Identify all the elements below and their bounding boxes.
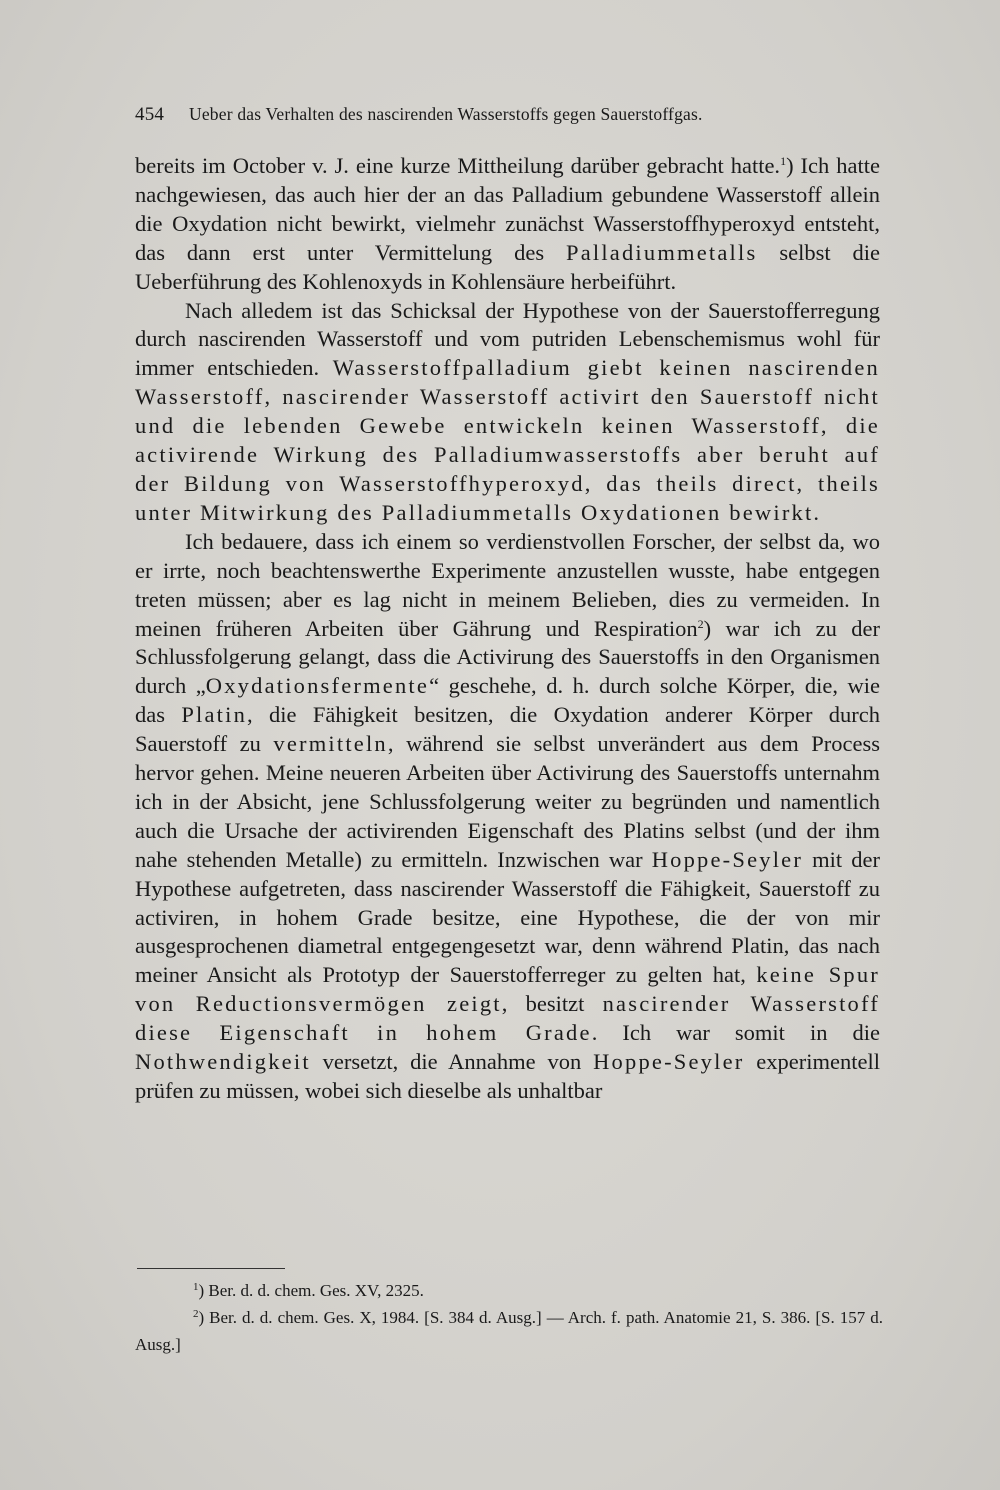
emphasis-text: Wasserstoffpalladium giebt keinen nascirenden Wasserstoff, nascirender Wasserstoff activirt den Sauerstoff nicht und die lebenden Gewebe entwickeln keinen Wasserstoff, die activirende Wirkung des Palladiumwasserstoffs aber beruht auf der Bildung von Wasserstoffhyperoxyd, das theils direct, theils unter Mitwirkung des Palladiummetalls Oxydationen bewirkt. bbox=[135, 355, 880, 525]
footnote-text: ) Ber. d. d. chem. Ges. X, 1984. [S. 384 d. Ausg.] — Arch. f. path. Anatomie 21, S. 386. [S. 157 d. Ausg.] bbox=[135, 1308, 883, 1354]
text-run: Ich bedauere, dass ich einem so verdienstvollen Forscher, der selbst da, wo er irrte, noch beachtenswerthe Experimente anzustellen wusste, habe entgegen treten müssen; aber es lag nicht in meinem Belieben, dies zu vermeiden. In meinen früheren Arbeiten über Gährung und Respiration bbox=[135, 528, 880, 641]
paragraph-1 bbox=[135, 152, 880, 297]
text-run: , die Fähigkeit besitzen, die Oxydation anderer Körper durch Sauerstoff zu bbox=[135, 702, 880, 757]
emphasis-text: nascirender Wasserstoff diese Eigenschaft in hohem Grade bbox=[135, 991, 880, 1046]
footnote-ref-2: 2 bbox=[697, 616, 704, 631]
footnote-text: ) Ber. d. d. chem. Ges. XV, 2325. bbox=[198, 1281, 424, 1300]
emphasis-text: Oxydationsfermente bbox=[205, 673, 430, 699]
body-text bbox=[135, 152, 880, 1106]
text-run: mit der Hypothese aufgetreten, dass nascirender Wasserstoff die Fähigkeit, Sauerstoff zu activiren, in hohem Grade besitze, eine Hypothese, die der von mir ausgesprochenen diametral entgegengesetzt war, denn während Platin, das nach meiner Ansicht als Prototyp der Sauerstofferreger zu gelten hat, bbox=[135, 846, 880, 988]
text-run: , besitzt bbox=[501, 991, 603, 1017]
text-run: ) war ich zu der Schlussfolgerung gelangt, dass die Activirung des Sauerstoffs in den Organismen durch „ bbox=[135, 615, 880, 699]
emphasis-text: Hoppe-Seyler bbox=[593, 1049, 745, 1075]
text-run: selbst die Ueberführung des Kohlenoxyds in Kohlensäure herbeiführt. bbox=[135, 239, 880, 294]
text-run: , während sie selbst unverändert aus dem Process hervor gehen. Meine neueren Arbeiten über Activirung des Sauerstoffs unternahm ich in der Absicht, jene Schlussfolgerung weiter zu begründen und namentlich auch die Ursache der activirenden Eigenschaft des Platins selbst (und der ihm nahe stehenden Metalle) zu ermitteln. Inzwischen war bbox=[135, 731, 880, 872]
emphasis-text: Platin bbox=[181, 702, 248, 728]
footnote-mark: 2 bbox=[193, 1308, 199, 1320]
text-run: . Ich war somit in die bbox=[591, 1020, 880, 1046]
footnote-divider bbox=[137, 1268, 285, 1269]
emphasis-text: Hoppe-Seyler bbox=[651, 846, 804, 872]
emphasis-text: Nothwendigkeit bbox=[135, 1049, 311, 1075]
text-run: experimentell prüfen zu müssen, wobei sich dieselbe als unhaltbar bbox=[135, 1049, 880, 1103]
emphasis-text: vermitteln bbox=[273, 731, 388, 757]
text-run: versetzt, die Annahme von bbox=[310, 1049, 594, 1075]
text-run: bereits im October v. J. eine kurze Mittheilung darüber gebracht hatte. bbox=[135, 153, 781, 178]
paragraph-3 bbox=[135, 528, 880, 1106]
text-run: “ geschehe, d. h. durch solche Körper, die, wie das bbox=[135, 673, 880, 728]
text-run: ) Ich hatte nachgewiesen, das auch hier der an das Palladium gebundene Wasserstoff allein die Oxydation nicht bewirkt, vielmehr zunächst Wasserstoffhyperoxyd entsteht, das dann erst unter Vermittelung des bbox=[135, 153, 880, 265]
text-run: Nach alledem ist das Schicksal der Hypothese von der Sauerstofferregung durch nascirenden Wasserstoff und vom putriden Lebenschemismus wohl für immer entschieden. bbox=[135, 297, 880, 381]
page-number: 454 bbox=[135, 104, 165, 125]
emphasis-text: keine Spur von Reductionsvermögen zeigt bbox=[135, 962, 880, 1017]
running-title: Ueber das Verhalten des nascirenden Wasserstoffs gegen Sauerstoffgas. bbox=[189, 104, 703, 124]
footnote-2 bbox=[135, 1304, 883, 1358]
running-header bbox=[135, 104, 885, 126]
footnote-ref-1: 1 bbox=[780, 154, 787, 168]
emphasis-text: Palladiummetalls bbox=[565, 239, 758, 265]
footnotes bbox=[135, 1277, 883, 1358]
paragraph-2 bbox=[135, 297, 880, 528]
footnote-mark: 1 bbox=[193, 1281, 199, 1293]
footnote-1 bbox=[135, 1277, 883, 1304]
